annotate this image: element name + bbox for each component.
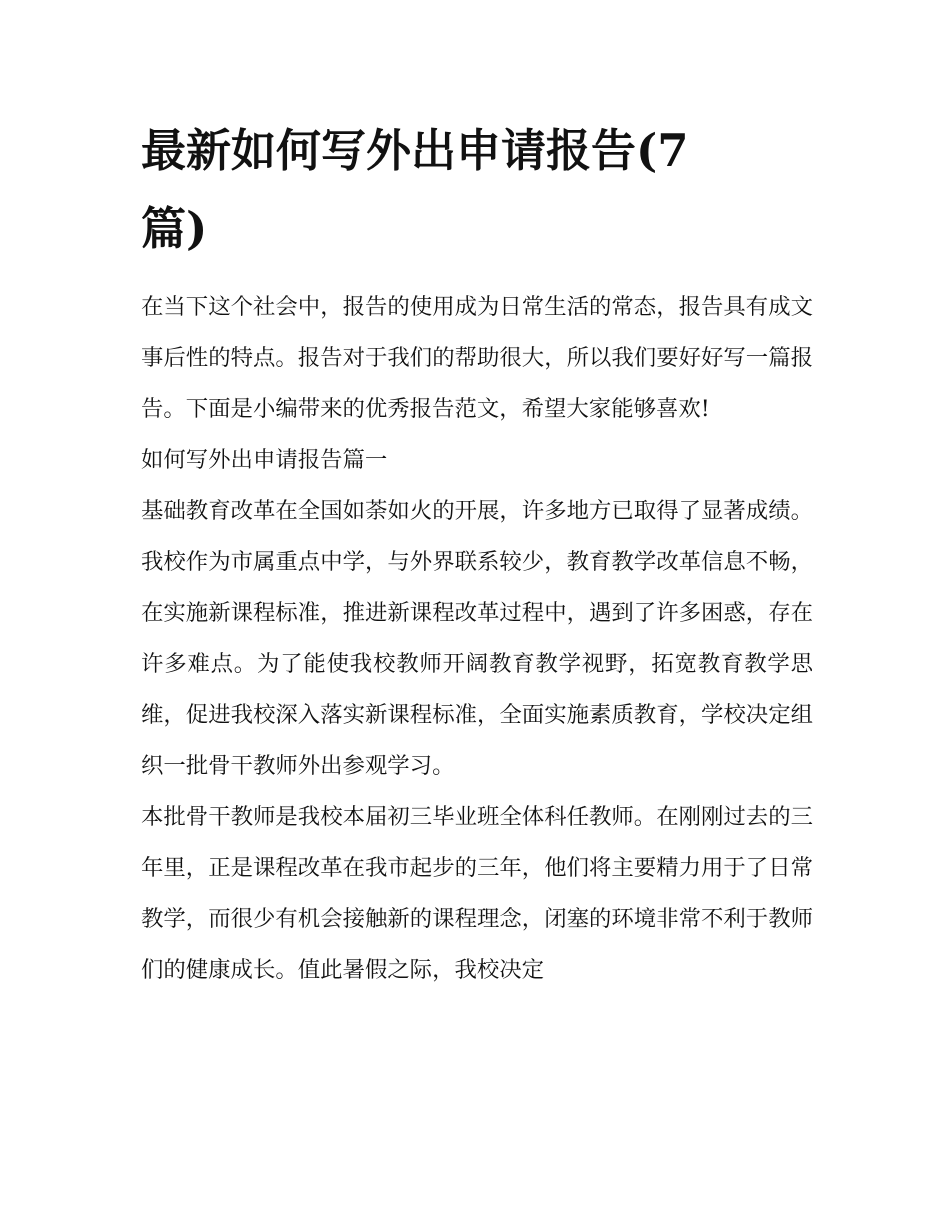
intro-paragraph: 在当下这个社会中，报告的使用成为日常生活的常态，报告具有成文事后性的特点。报告对于我们的帮助很大，所以我们要好好写一篇报告。下面是小编带来的优秀报告范文，希望大家能够喜欢! xyxy=(141,294,813,422)
document-body xyxy=(141,282,813,996)
body-paragraph: 本批骨干教师是我校本届初三毕业班全体科任教师。在刚刚过去的三年里，正是课程改革在我市起步的三年，他们将主要精力用于了日常教学，而很少有机会接触新的课程理念，闭塞的环境非常不利于教师们的健康成长。值此暑假之际，我校决定 xyxy=(141,804,813,983)
body-paragraph: 基础教育改革在全国如荼如火的开展，许多地方已取得了显著成绩。我校作为市属重点中学，与外界联系较少，教育教学改革信息不畅，在实施新课程标准，推进新课程改革过程中，遇到了许多困惑，存在许多难点。为了能使我校教师开阔教育教学视野，拓宽教育教学思维，促进我校深入落实新课程标准，全面实施素质教育，学校决定组织一批骨干教师外出参观学习。 xyxy=(141,498,813,779)
document-title: 最新如何写外出申请报告(7篇) xyxy=(141,124,689,255)
document-page xyxy=(141,112,813,996)
section-heading: 如何写外出申请报告篇一 xyxy=(141,447,388,473)
